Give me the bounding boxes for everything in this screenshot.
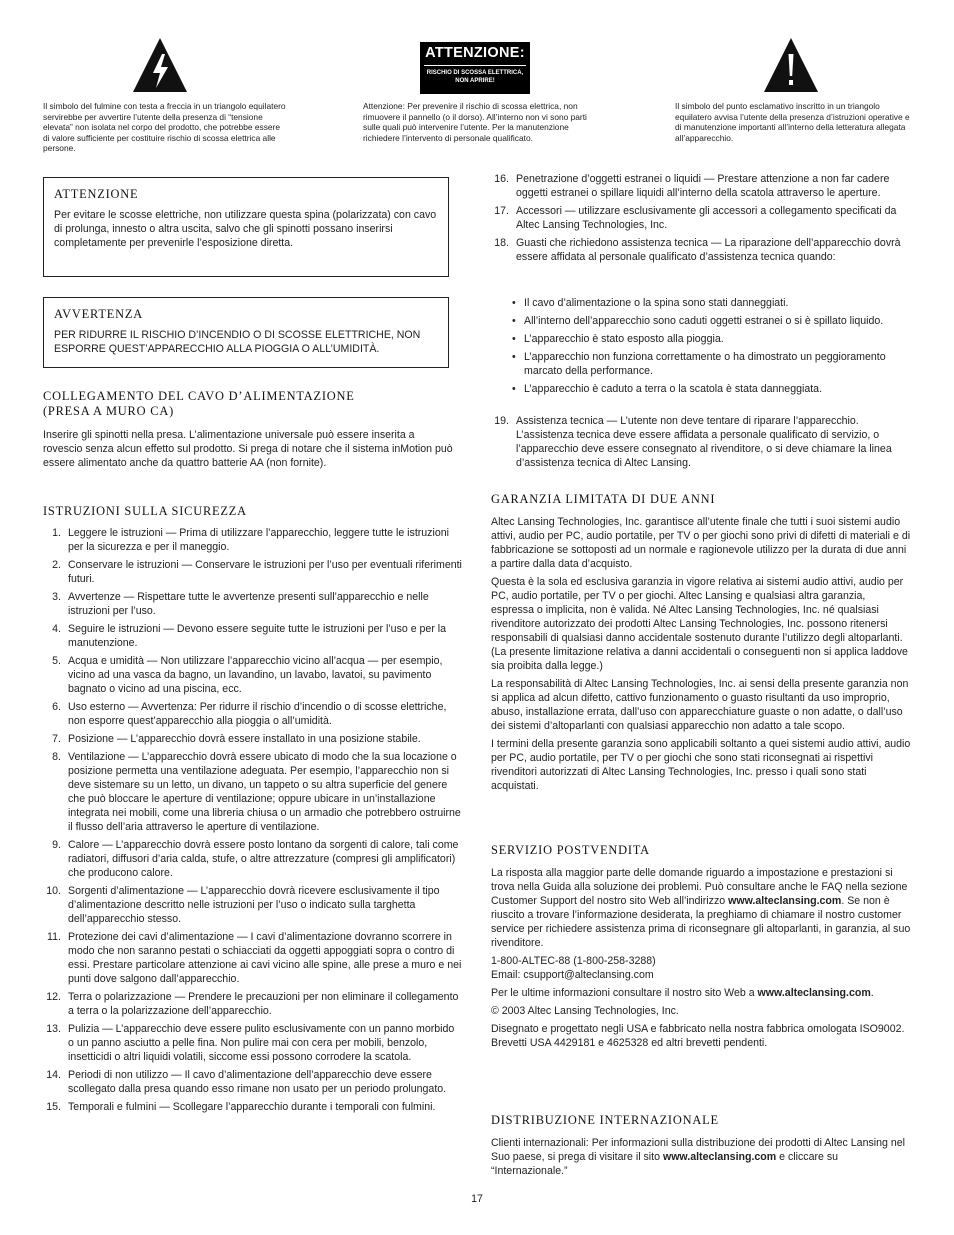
garanzia-title: GARANZIA LIMITATA DI DUE ANNI xyxy=(491,492,716,506)
list-item: 7. Posizione — L’apparecchio dovrà essere installato in una posizione stabile. xyxy=(52,733,421,745)
website-link[interactable]: www.alteclansing.com xyxy=(757,987,871,999)
safety-list-right xyxy=(491,172,913,268)
lightning-warning-icon xyxy=(131,36,189,94)
servizio-copyright: © 2003 Altec Lansing Technologies, Inc. xyxy=(491,1005,679,1017)
list-item: • L’apparecchio è stato esposto alla pioggia. xyxy=(512,333,724,345)
garanzia-p4: I termini della presente garanzia sono applicabili soltanto a quei sistemi audio attivi, audio per PC, audio portatile, per TV o per giochi che sono stati riconsegnati ai rispettivi rivenditori autorizzati di Altec Lansing Technologies, Inc. presso i quali sono stati acquistati. xyxy=(491,738,911,792)
list-item: 1. Leggere le istruzioni — Prima di utilizzare l’apparecchio, leggere tutte le istruzioni per la sicurezza e per il maneggio. xyxy=(52,527,449,553)
list-item: 15. Temporali e fulmini — Scollegare l’apparecchio durante i temporali con fulmini. xyxy=(46,1101,436,1113)
list-item: 8. Ventilazione — L’apparecchio dovrà essere ubicato di modo che la sua locazione o posizione permetta una ventilazione adeguata. Per esempio, l’apparecchio non si deve sistemare su un letto, un divano, un tappeto o su altra superficie del genere che può bloccare le aperture di ventilazione; oppure ubicare in un’installazione integrata nei mobili, come una libreria chiusa o un armadio che potrebbero ostruirne il flusso dell’aria attraverso le aperture di ventilazione. xyxy=(52,751,461,833)
list-item: • All’interno dell’apparecchio sono caduti oggetti estranei o si è spillato liquido. xyxy=(512,315,884,327)
garanzia-p3: La responsabilità di Altec Lansing Technologies, Inc. ai sensi della presente garanzia non si applica ad alcun difetto, cattivo funzionamento o guasto risultanti da uso improprio, abuso, installazione errata, dall’uso con apparecchiature guaste o non adatte, o dall’uso dei sistemi d’altoparlanti con qualsiasi apparecchio non adatto a tale scopo. xyxy=(491,678,909,732)
servizio-p3: Per le ultime informazioni consultare il nostro sito Web a www.alteclansing.com. xyxy=(491,987,874,999)
website-link[interactable]: www.alteclansing.com xyxy=(662,1151,777,1163)
cavo-section xyxy=(43,389,453,470)
garanzia-p1: Altec Lansing Technologies, Inc. garantisce all’utente finale che tutti i suoi sistemi audio attivi, audio per PC, audio portatile, per TV o per giochi sono privi di difetti di materiali e di fabbricazione se sottoposti ad un normale e ragionevole utilizzo per la durata di due anni a partire dalla data d’acquisto. xyxy=(491,516,911,570)
list-item: 12. Terra o polarizzazione — Prendere le precauzioni per non eliminare il collegamento a terra o la polarizzazione dell’apparecchio. xyxy=(46,991,459,1017)
exclamation-caption: Il simbolo del punto esclamativo inscritto in un triangolo equilatero avvisa l’utente della presenza d’istruzioni operative e di manutenzione importanti all’interno della letteratura allegata all’apparecchio. xyxy=(675,101,910,143)
list-item: 16. Penetrazione d’oggetti estranei o liquidi — Prestare attenzione a non far cadere oggetti estranei o spillare liquidi all’interno della scatola attraverso le aperture. xyxy=(494,173,890,199)
list-item: • L’apparecchio non funziona correttamente o ha dimostrato un peggioramento marcato della performance. xyxy=(512,351,886,377)
distribuzione-p: Clienti internazionali: Per informazioni sulla distribuzione dei prodotti di Altec Lansing nel Suo paese, si prega di visitare il sito www.alteclansing.com e cliccare su “Internazionale.” xyxy=(491,1137,905,1177)
avvertenza-box xyxy=(43,297,449,368)
servizio-title: SERVIZIO POSTVENDITA xyxy=(491,843,650,857)
attenzione-box xyxy=(43,177,449,277)
safety-list-left xyxy=(43,526,463,1118)
cavo-text: Inserire gli spinotti nella presa. L’alimentazione universale può essere inserita a rovescio senza alcun effetto sul prodotto. Si prega di notare che il sistema inMotion può essere alimentato anche da quattro batterie AA (non fornite). xyxy=(43,429,453,469)
list-item: 5. Acqua e umidità — Non utilizzare l’apparecchio vicino all’acqua — per esempio, vicino ad una vasca da bagno, un lavandino, un lavabo, lavatoi, su pavimento bagnato o vicino ad una piscina, ecc. xyxy=(52,655,443,695)
servizio-section xyxy=(491,843,911,1054)
attention-label xyxy=(420,42,530,94)
servizio-p1: La risposta alla maggior parte delle domande riguardo a impostazione e prestazioni si trova nella Guida alla soluzione dei problemi. Può consultare anche le FAQ nella sezione Customer Support del nostro sito Web all’indirizzo www.alteclansing.com. Se non è riuscito a trovare l’informazione desiderata, la preghiamo di chiamare il nostro customer service per richiedere assistenza prima di riconsegnare gli altoparlanti, in garanzia, al suo rivenditore. xyxy=(491,867,911,949)
avvertenza-text: PER RIDURRE IL RISCHIO D’INCENDIO O DI SCOSSE ELETTRICHE, NON ESPORRE QUEST’APPARECCHIO ALLA PIOGGIA O ALL’UMIDITÀ. xyxy=(54,329,421,355)
list-item: 18. Guasti che richiedono assistenza tecnica — La riparazione dell’apparecchio dovrà essere affidata al personale qualificato d’assistenza tecnica quando: xyxy=(494,237,901,263)
list-item: 14. Periodi di non utilizzo — Il cavo d’alimentazione dell’apparecchio deve essere scollegato dalla presa quando esso rimane non usato per un periodo prolungato. xyxy=(46,1069,447,1095)
cavo-title-line2: (PRESA A MURO CA) xyxy=(43,404,174,418)
lightning-caption: Il simbolo del fulmine con testa a freccia in un triangolo equilatero servirebbe per avvertire l’utente della presenza di “tensione elevata” non isolata nel corpo del prodotto, che potrebbe essere di valore sufficiente per costituire rischio di scossa elettrica alle persone. xyxy=(43,101,286,154)
list-item: 10. Sorgenti d’alimentazione — L’apparecchio dovrà ricevere esclusivamente il tipo d’alimentazione descritto nelle istruzioni per l’uso o indicato sulla targhetta dell’apparecchio stesso. xyxy=(46,885,440,925)
attention-label-title: ATTENZIONE: xyxy=(425,45,525,61)
attention-label-sub2: NON APRIRE! xyxy=(455,77,495,84)
sicurezza-title: ISTRUZIONI SULLA SICUREZZA xyxy=(43,504,247,518)
list-item: 2. Conservare le istruzioni — Conservare le istruzioni per l’uso per eventuali riferimenti futuri. xyxy=(52,559,462,585)
servizio-p5: Disegnato e progettato negli USA e fabbricato nella nostra fabbrica omologata ISO9002. Brevetti USA 4429181 e 4625328 ed altri brevetti pendenti. xyxy=(491,1023,905,1049)
list-item: 19. Assistenza tecnica — L’utente non deve tentare di riparare l’apparecchio. L’assistenza tecnica deve essere affidata a personale qualificato di servizio, o l’apparecchio deve essere consegnato al rivenditore, o si deve chiamare la linea d’assistenza tecnica di Altec Lansing. xyxy=(494,415,892,469)
cavo-title-line1: COLLEGAMENTO DEL CAVO D’ALIMENTAZIONE xyxy=(43,389,355,403)
servizio-email[interactable]: Email: csupport@alteclansing.com xyxy=(491,969,654,981)
attention-label-sub1: RISCHIO DI SCOSSA ELETTRICA, xyxy=(426,70,524,76)
list-item: 3. Avvertenze — Rispettare tutte le avvertenze presenti sull’apparecchio e nelle istruzioni per l’uso. xyxy=(52,591,429,617)
attenzione-text: Per evitare le scosse elettriche, non utilizzare questa spina (polarizzata) con cavo di prolunga, innesto o altra uscita, salvo che gli spinotti possano inserirsi completamente per prevenirle l’esposizione diretta. xyxy=(54,209,437,249)
list-item: 17. Accessori — utilizzare esclusivamente gli accessori a collegamento specificati da Altec Lansing Technologies, Inc. xyxy=(494,205,897,231)
list-item: • Il cavo d’alimentazione o la spina sono stati danneggiati. xyxy=(512,297,789,309)
exclamation-warning-icon xyxy=(762,36,820,94)
list-item: 9. Calore — L’apparecchio dovrà essere posto lontano da sorgenti di calore, tali come radiatori, diffusori d’aria calda, stufe, o altre attrezzature (compresi gli amplificatori) che producono calore. xyxy=(52,839,459,879)
distribuzione-section xyxy=(491,1113,911,1182)
website-link[interactable]: www.alteclansing.com xyxy=(728,895,842,907)
list-item: 11. Protezione dei cavi d’alimentazione — I cavi d’alimentazione dovranno scorrere in modo che non saranno pestati o schiacciati da oggetti appoggiati sopra o contro di essi. Prestare particolare attenzione ai cavi vicino alle spine, alle prese a muro e nei punti dove salgono dall’apparecchio. xyxy=(47,931,462,985)
servizio-phone: 1-800-ALTEC-88 (1-800-258-3288) xyxy=(491,955,656,967)
guasti-bullets xyxy=(491,296,913,400)
list-item: 13. Pulizia — L’apparecchio deve essere pulito esclusivamente con un panno morbido o un panno asciutto a pelle fina. Non pulire mai con cera per mobili, benzolo, insetticidi o altri liquidi volatili, siccome essi possono corrodere la scatola. xyxy=(46,1023,455,1063)
safety-list-right-19 xyxy=(491,414,913,474)
list-item: 6. Uso esterno — Avvertenza: Per ridurre il rischio d’incendio o di scosse elettriche, non esporre quest’apparecchio alla pioggia o all’umidità. xyxy=(52,701,447,727)
page-number: 17 xyxy=(471,1193,483,1205)
avvertenza-title: AVVERTENZA xyxy=(54,307,143,321)
attention-caption: Attenzione: Per prevenire il rischio di scossa elettrica, non rimuovere il pannello (o il dorso). All’interno non vi sono parti sulle quali può intervenire l’utente. Per la manutenzione richiedere l’intervento di personale qualificato. xyxy=(363,101,587,143)
list-item: • L’apparecchio è caduto a terra o la scatola è stata danneggiata. xyxy=(512,383,823,395)
attenzione-title: ATTENZIONE xyxy=(54,187,139,201)
distribuzione-title: DISTRIBUZIONE INTERNAZIONALE xyxy=(491,1113,719,1127)
list-item: 4. Seguire le istruzioni — Devono essere seguite tutte le istruzioni per l’uso e per la manutenzione. xyxy=(52,623,447,649)
garanzia-section xyxy=(491,492,911,797)
garanzia-p2: Questa è la sola ed esclusiva garanzia in vigore relativa ai sistemi audio attivi, audio per PC, audio portatile, per TV o per giochi. Altec Lansing e qualsiasi altra garanzia, espressa o implicita, non è valida. Né Altec Lansing Technologies, Inc. né qualsiasi rivenditore autorizzato dei prodotti Altec Lansing Technologies, Inc. possono ritenersi responsabili di qualsiasi danno accidentale sostenuto durante l’utilizzo degli altoparlanti. (La presente limitazione relativa a danni accidentali o conseguenti non si applica laddove sia proibita dalla legge.) xyxy=(491,576,908,672)
